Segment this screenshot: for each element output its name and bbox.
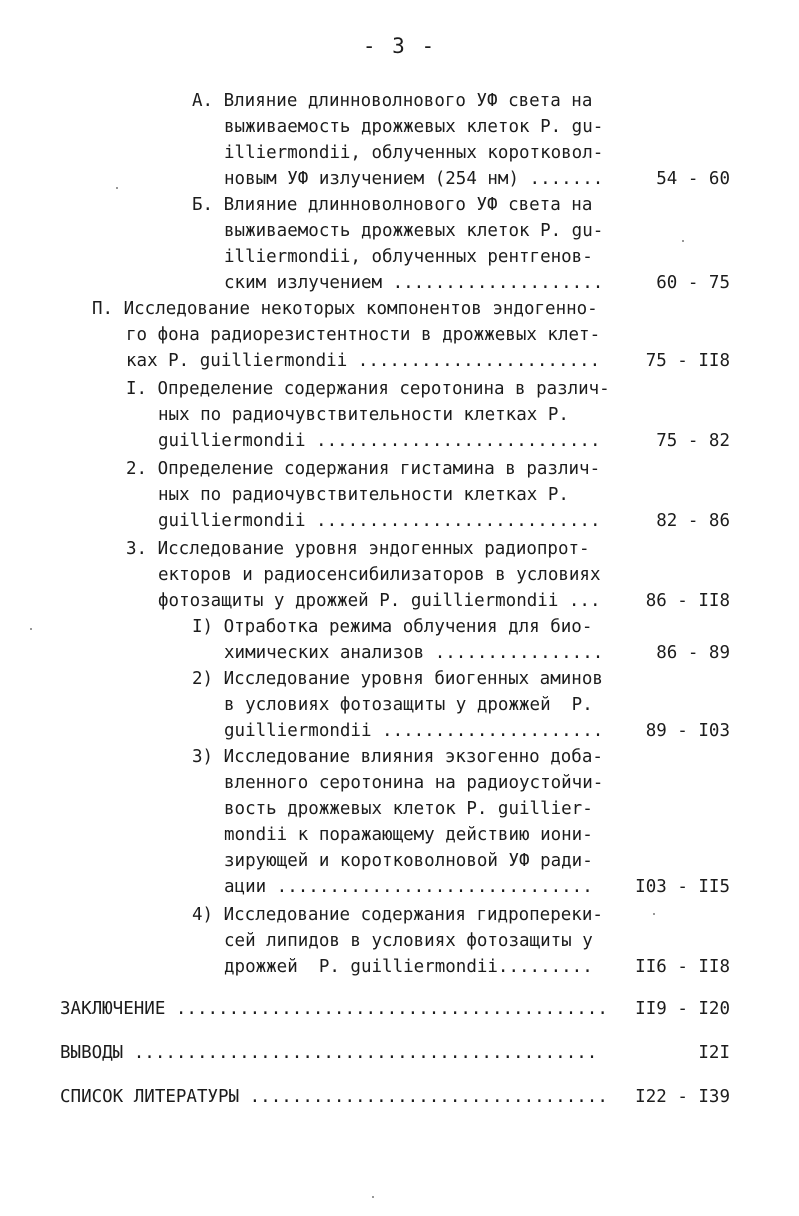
toc-entry-ii-3-3-line-6: ации .............................. [224,877,593,897]
toc-section-ii-line-2: го фона радиорезистентности в дрожжевых клет- [126,325,601,345]
toc-section-ii-line-1: П. Исследование некоторых компонентов эндогенно- [92,299,598,319]
toc-entry-b-pages: 60 - 75 [656,273,730,293]
toc-entry-ii-2-line-3: guilliermondii ........................... [158,511,601,531]
toc-findings-pages: I2I [698,1043,730,1063]
toc-entry-ii-3-3-line-3: вость дрожжевых клеток P. guillier- [224,799,593,819]
toc-entry-ii-3-1-pages: 86 - 89 [656,643,730,663]
toc-entry-a-line-4: новым УФ излучением (254 нм) ....... [224,169,604,189]
toc-entry-ii-3-3-line-1: 3) Исследование влияния экзогенно доба- [192,747,603,767]
toc-entry-a-line-3: illiermondii, облученных коротковол- [224,143,604,163]
toc-entry-ii-2-pages: 82 - 86 [656,511,730,531]
toc-entry-ii-1-line-2: ных по радиочувствительности клетках P. [158,405,569,425]
toc-entry-ii-3-line-2: екторов и радиосенсибилизаторов в условиях [158,565,601,585]
toc-entry-ii-3-pages: 86 - II8 [645,591,730,611]
toc-entry-ii-3-3-line-2: вленного серотонина на радиоустойчи- [224,773,604,793]
toc-references: СПИСОК ЛИТЕРАТУРЫ .................................. [60,1087,608,1107]
page-number: - 3 - [362,34,437,58]
toc-entry-ii-3-2-pages: 89 - I03 [645,721,730,741]
toc-entry-ii-3-line-3: фотозащиты у дрожжей P. guilliermondii ... [158,591,601,611]
toc-entry-b-line-2: выживаемость дрожжевых клеток P. gu- [224,221,604,241]
toc-conclusion: ЗАКЛЮЧЕНИЕ ......................................... [60,999,608,1019]
toc-entry-ii-3-4-line-1: 4) Исследование содержания гидропереки- [192,905,603,925]
toc-entry-ii-3-2-line-3: guilliermondii ..................... [224,721,604,741]
toc-entry-ii-3-1-line-1: I) Отработка режима облучения для био- [192,617,593,637]
toc-entry-ii-3-2-line-1: 2) Исследование уровня биогенных аминов [192,669,603,689]
scan-speck [653,913,655,915]
toc-entry-ii-2-line-1: 2. Определение содержания гистамина в различ- [126,459,601,479]
toc-entry-ii-3-3-pages: I03 - II5 [635,877,730,897]
toc-entry-a-line-1: А. Влияние длинноволнового УФ света на [192,91,593,111]
toc-entry-ii-3-3-line-4: mondii к поражающему действию иони- [224,825,593,845]
toc-entry-b-line-1: Б. Влияние длинноволнового УФ света на [192,195,593,215]
toc-entry-ii-3-1-line-2: химических анализов ................ [224,643,604,663]
scan-speck [116,187,118,189]
toc-entry-a-pages: 54 - 60 [656,169,730,189]
toc-section-ii-pages: 75 - II8 [645,351,730,371]
toc-entry-ii-1-pages: 75 - 82 [656,431,730,451]
toc-entry-ii-3-4-line-2: сей липидов в условиях фотозащиты у [224,931,593,951]
toc-entry-ii-3-3-line-5: зирующей и коротковолновой УФ ради- [224,851,593,871]
toc-entry-ii-2-line-2: ных по радиочувствительности клетках P. [158,485,569,505]
toc-findings: ВЫВОДЫ ............................................ [60,1043,598,1063]
toc-references-pages: I22 - I39 [635,1087,730,1107]
toc-entry-b-line-4: ским излучением .................... [224,273,604,293]
toc-section-ii-line-3: ках P. guilliermondii ....................... [126,351,601,371]
toc-entry-ii-1-line-1: I. Определение содержания серотонина в различ- [126,379,610,399]
scan-speck [372,1196,374,1198]
toc-entry-ii-3-2-line-2: в условиях фотозащиты у дрожжей P. [224,695,593,715]
toc-entry-a-line-2: выживаемость дрожжевых клеток P. gu- [224,117,604,137]
toc-entry-ii-3-line-1: 3. Исследование уровня эндогенных радиопрот- [126,539,590,559]
scan-speck [30,628,32,630]
toc-entry-b-line-3: illiermondii, облученных рентгенов- [224,247,593,267]
toc-conclusion-pages: II9 - I20 [635,999,730,1019]
toc-entry-ii-1-line-3: guilliermondii ........................... [158,431,601,451]
toc-entry-ii-3-4-line-3: дрожжей P. guilliermondii......... [224,957,593,977]
toc-entry-ii-3-4-pages: II6 - II8 [635,957,730,977]
scan-speck [682,240,684,242]
